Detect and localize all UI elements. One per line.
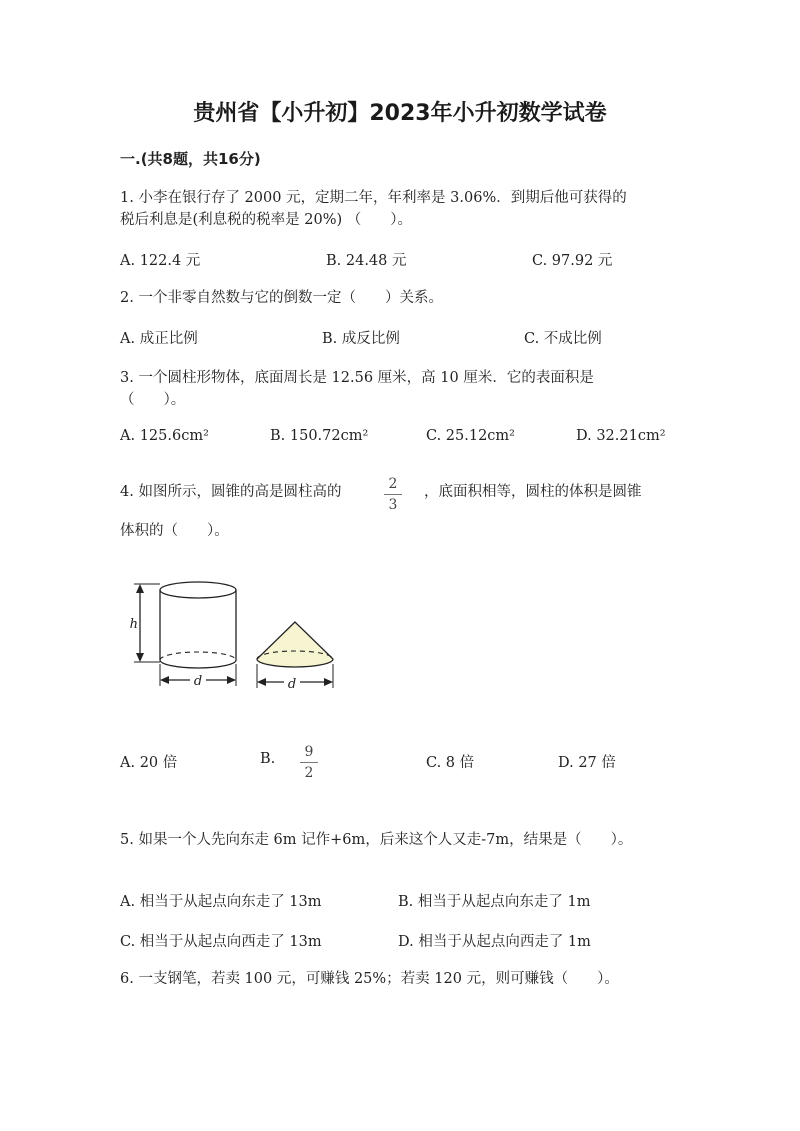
question-3-option-a: A. 125.6cm² bbox=[120, 428, 209, 444]
question-1-line-1: 1. 小李在银行存了 2000 元，定期二年，年利率是 3.06%．到期后他可获得的 bbox=[120, 190, 627, 206]
question-2-option-b: B. 成反比例 bbox=[322, 331, 400, 347]
question-2-option-a: A. 成正比例 bbox=[120, 331, 198, 347]
cylinder-d-arrow-left bbox=[160, 676, 169, 684]
question-6-line-1: 6. 一支钢笔，若卖 100 元，可赚钱 25%；若卖 120 元，则可赚钱（ ）。 bbox=[120, 971, 619, 987]
cylinder-cone-figure bbox=[120, 576, 350, 696]
question-1-option-b: B. 24.48 元 bbox=[326, 253, 407, 269]
question-2-line-1: 2. 一个非零自然数与它的倒数一定（ ）关系。 bbox=[120, 290, 443, 306]
height-label: h bbox=[129, 617, 138, 632]
cone-d-arrow-left bbox=[257, 678, 266, 686]
height-arrow-bottom bbox=[136, 653, 144, 662]
option-b-denominator: 2 bbox=[304, 765, 314, 781]
cone-d-arrow-right bbox=[324, 678, 333, 686]
cone-body bbox=[257, 622, 333, 667]
page-title: 贵州省【小升初】2023年小升初数学试卷 bbox=[193, 101, 607, 126]
fraction-two-thirds bbox=[384, 476, 402, 513]
fraction-numerator: 2 bbox=[388, 476, 398, 492]
height-arrow-top bbox=[136, 584, 144, 593]
question-3-option-c: C. 25.12cm² bbox=[426, 428, 515, 444]
cylinder-base-front bbox=[160, 660, 236, 668]
question-5-option-a: A. 相当于从起点向东走了 13m bbox=[120, 894, 322, 910]
fraction-denominator: 3 bbox=[388, 497, 398, 513]
question-1-option-c: C. 97.92 元 bbox=[532, 253, 613, 269]
cylinder-base-back bbox=[160, 652, 236, 660]
question-4-option-b-prefix: B. bbox=[260, 751, 276, 767]
cylinder-d-arrow-right bbox=[227, 676, 236, 684]
question-5-option-c: C. 相当于从起点向西走了 13m bbox=[120, 934, 322, 950]
question-3-line-2: （ ）。 bbox=[120, 392, 186, 408]
question-4-line-1b: ，底面积相等，圆柱的体积是圆锥 bbox=[424, 484, 642, 500]
question-5-option-b: B. 相当于从起点向东走了 1m bbox=[398, 894, 591, 910]
question-4-line-2: 体积的（ ）。 bbox=[120, 523, 229, 539]
question-5-line-1: 5. 如果一个人先向东走 6m 记作+6m，后来这个人又走-7m，结果是（ ）。 bbox=[120, 832, 633, 848]
question-4-option-a: A. 20 倍 bbox=[120, 755, 178, 771]
question-4-line-1a: 4. 如图所示，圆锥的高是圆柱高的 bbox=[120, 484, 342, 500]
question-1-line-2: 税后利息是(利息税的税率是 20%) （ ）。 bbox=[120, 212, 413, 228]
question-3-line-1: 3. 一个圆柱形物体，底面周长是 12.56 厘米，高 10 厘米．它的表面积是 bbox=[120, 370, 594, 386]
cylinder-d-label: d bbox=[193, 674, 203, 689]
question-4-option-c: C. 8 倍 bbox=[426, 755, 475, 771]
question-3-option-d: D. 32.21cm² bbox=[576, 428, 666, 444]
question-2-option-c: C. 不成比例 bbox=[524, 331, 602, 347]
question-3-option-b: B. 150.72cm² bbox=[270, 428, 369, 444]
option-b-fraction bbox=[300, 744, 318, 781]
question-4-option-d: D. 27 倍 bbox=[558, 755, 616, 771]
question-1-option-a: A. 122.4 元 bbox=[120, 253, 201, 269]
question-5-option-d: D. 相当于从起点向西走了 1m bbox=[398, 934, 591, 950]
cylinder-top bbox=[160, 582, 236, 598]
fraction-bar bbox=[384, 494, 402, 495]
section-heading: 一.(共8题，共16分) bbox=[120, 150, 261, 168]
cone-d-label: d bbox=[287, 677, 297, 692]
option-b-numerator: 9 bbox=[304, 744, 314, 760]
option-b-fraction-bar bbox=[300, 762, 318, 763]
